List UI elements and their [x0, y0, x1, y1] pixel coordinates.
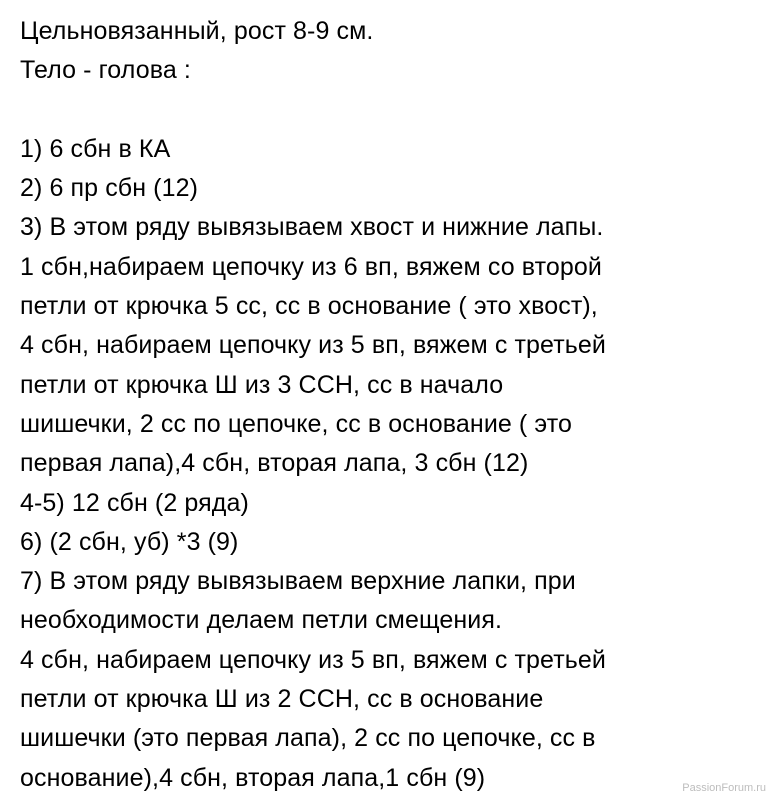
pattern-line: основание),4 сбн, вторая лапа,1 сбн (9) — [20, 763, 486, 792]
pattern-line: шишечки, 2 сс по цепочке, сс в основание ( это — [20, 409, 572, 438]
pattern-document — [20, 12, 770, 798]
pattern-line: 2) 6 пр сбн (12) — [20, 174, 199, 203]
blank-spacer — [20, 91, 770, 130]
pattern-line: петли от крючка 5 сс, сс в основание ( это хвост), — [20, 292, 598, 321]
pattern-line: 4 сбн, набираем цепочку из 5 вп, вяжем с третьей — [20, 331, 606, 360]
doc-header-line: Тело - голова : — [20, 56, 191, 85]
pattern-line: 6) (2 сбн, уб) *3 (9) — [20, 527, 239, 556]
pattern-line: 4 сбн, набираем цепочку из 5 вп, вяжем с третьей — [20, 645, 606, 674]
pattern-line: петли от крючка Ш из 3 ССН, сс в начало — [20, 370, 504, 399]
pattern-line: петли от крючка Ш из 2 ССН, сс в основание — [20, 685, 544, 714]
pattern-line: 7) В этом ряду вывязываем верхние лапки, при — [20, 567, 576, 596]
pattern-line: первая лапа),4 сбн, вторая лапа, 3 сбн (12) — [20, 449, 529, 478]
pattern-line: 3) В этом ряду вывязываем хвост и нижние лапы. — [20, 213, 604, 242]
pattern-line: 1 сбн,набираем цепочку из 6 вп, вяжем со второй — [20, 252, 602, 281]
watermark-text: PassionForum.ru — [682, 782, 766, 794]
pattern-line: 1) 6 сбн в КА — [20, 134, 171, 163]
pattern-line: необходимости делаем петли смещения. — [20, 606, 503, 635]
pattern-line: шишечки (это первая лапа), 2 сс по цепочке, сс в — [20, 724, 596, 753]
pattern-line: 4-5) 12 сбн (2 ряда) — [20, 488, 249, 517]
doc-header-line: Цельновязанный, рост 8-9 см. — [20, 17, 374, 45]
